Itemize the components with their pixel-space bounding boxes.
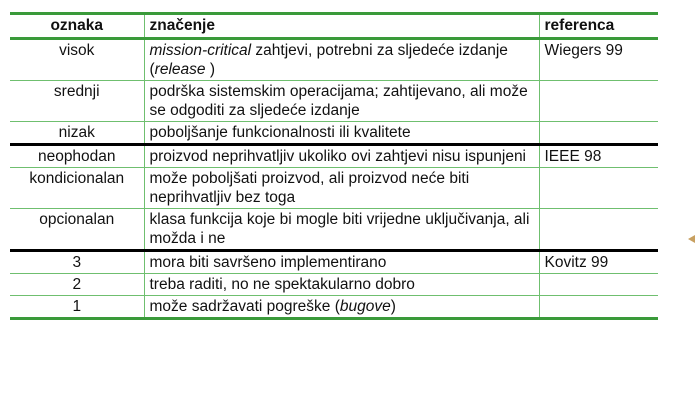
meaning-cell: [144, 39, 539, 81]
reference-cell: [539, 296, 658, 319]
table-row: [10, 145, 658, 168]
meaning-cell: poboljšanje funkcionalnosti ili kvalitete: [144, 122, 539, 145]
level-cell: 1: [10, 296, 144, 319]
header-level: oznaka: [10, 14, 144, 39]
meaning-text: zahtjevi, potrebni za sljedeće izdanje (: [149, 42, 508, 78]
meaning-cell: podrška sistemskim operacijama; zahtijevano, ali može se odgoditi za sljedeće izdanje: [144, 81, 539, 122]
header-reference: referenca: [539, 14, 658, 39]
meaning-text: ): [205, 61, 215, 78]
table-row: [10, 122, 658, 145]
meaning-emphasis: release: [154, 61, 206, 78]
level-cell: srednji: [10, 81, 144, 122]
level-cell: opcionalan: [10, 209, 144, 251]
meaning-emphasis: mission-critical: [149, 42, 252, 59]
header-row: [10, 14, 658, 39]
level-cell: kondicionalan: [10, 168, 144, 209]
meaning-cell: može poboljšati proizvod, ali proizvod neće biti neprihvatljiv bez toga: [144, 168, 539, 209]
table-row: [10, 39, 658, 81]
requirements-priority-table: [10, 12, 658, 320]
table-row: [10, 251, 658, 274]
left-arrow-icon: [688, 235, 695, 243]
meaning-cell: mora biti savršeno implementirano: [144, 251, 539, 274]
meaning-cell: [144, 296, 539, 319]
meaning-emphasis: bugove: [339, 298, 391, 315]
meaning-text: može sadržavati pogreške (: [149, 298, 340, 315]
level-cell: 3: [10, 251, 144, 274]
table-row: [10, 168, 658, 209]
level-cell: visok: [10, 39, 144, 81]
reference-cell: [539, 274, 658, 296]
table-row: [10, 81, 658, 122]
level-cell: nizak: [10, 122, 144, 145]
meaning-text: ): [390, 298, 396, 315]
table-row: [10, 296, 658, 319]
reference-cell: [539, 209, 658, 251]
meaning-cell: treba raditi, no ne spektakularno dobro: [144, 274, 539, 296]
header-meaning: značenje: [144, 14, 539, 39]
reference-cell: Wiegers 99: [539, 39, 658, 81]
reference-cell: [539, 168, 658, 209]
meaning-cell: proizvod neprihvatljiv ukoliko ovi zahtjevi nisu ispunjeni: [144, 145, 539, 168]
level-cell: 2: [10, 274, 144, 296]
table-row: [10, 274, 658, 296]
level-cell: neophodan: [10, 145, 144, 168]
meaning-cell: klasa funkcija koje bi mogle biti vrijedne uključivanja, ali možda i ne: [144, 209, 539, 251]
reference-cell: [539, 81, 658, 122]
reference-cell: IEEE 98: [539, 145, 658, 168]
reference-cell: [539, 122, 658, 145]
table-row: [10, 209, 658, 251]
reference-cell: Kovitz 99: [539, 251, 658, 274]
